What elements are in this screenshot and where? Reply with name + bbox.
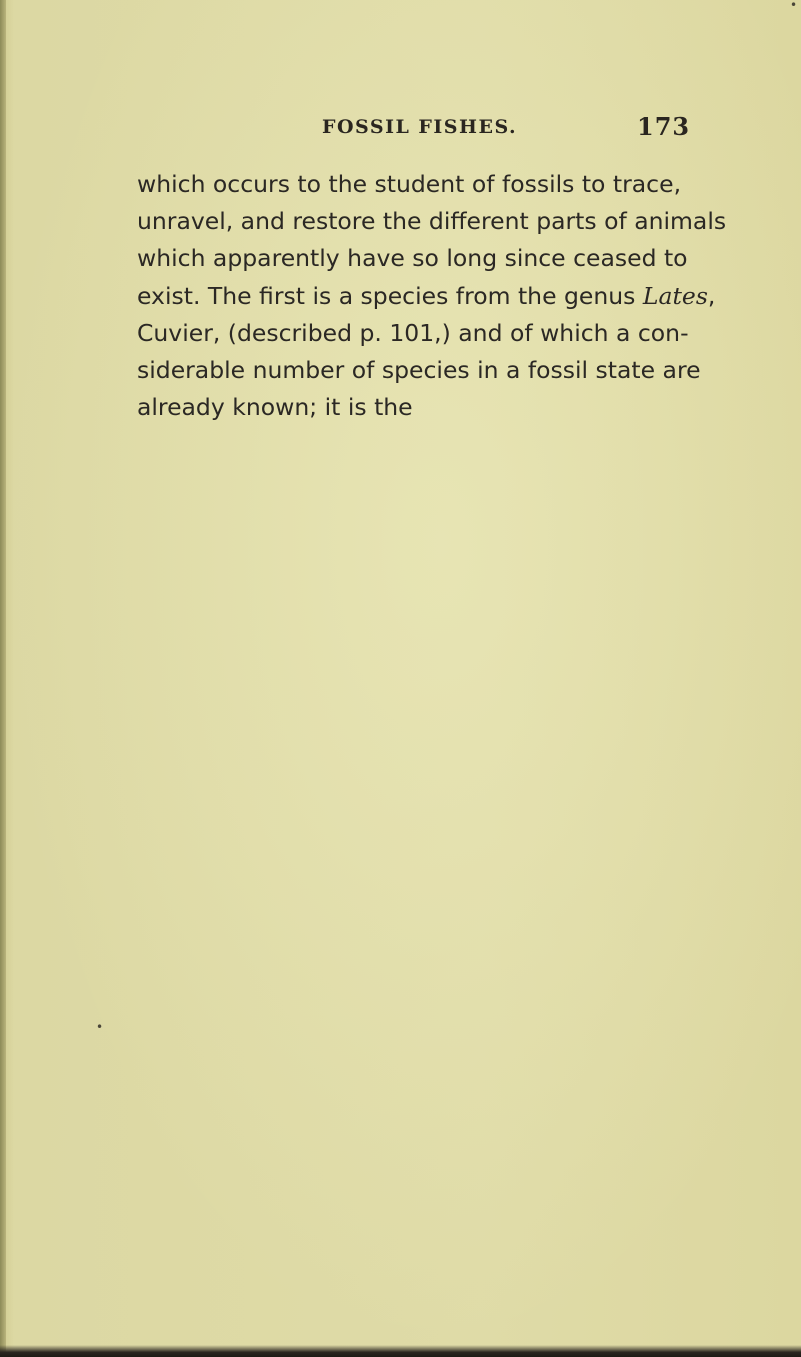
page-bottom-edge <box>0 1345 801 1357</box>
text-line-6: siderable number of species in a fossil state are <box>137 356 701 385</box>
text-line-4-end: , <box>707 281 716 310</box>
text-line-3: which apparently have so long since ceased to <box>137 244 688 273</box>
text-line-4 <box>137 278 716 315</box>
text-line-1: which occurs to the student of fossils to trace, <box>137 170 682 198</box>
genus-name: Lates <box>642 281 708 310</box>
running-head: FOSSIL FISHES. <box>322 116 518 138</box>
binding-edge <box>0 0 6 1357</box>
body-paragraph <box>137 166 727 426</box>
print-speck: • <box>790 0 798 12</box>
text-line-7: already known; it is the <box>137 393 413 422</box>
text-line-2: unravel, and restore the different parts of animals <box>137 207 727 236</box>
page-number: 173 <box>637 112 691 141</box>
text-line-4-start: exist. The first is a species from the genus <box>137 281 643 310</box>
print-speck: • <box>96 1020 104 1034</box>
text-line-5: Cuvier, (described p. 101,) and of which a con- <box>137 318 689 347</box>
